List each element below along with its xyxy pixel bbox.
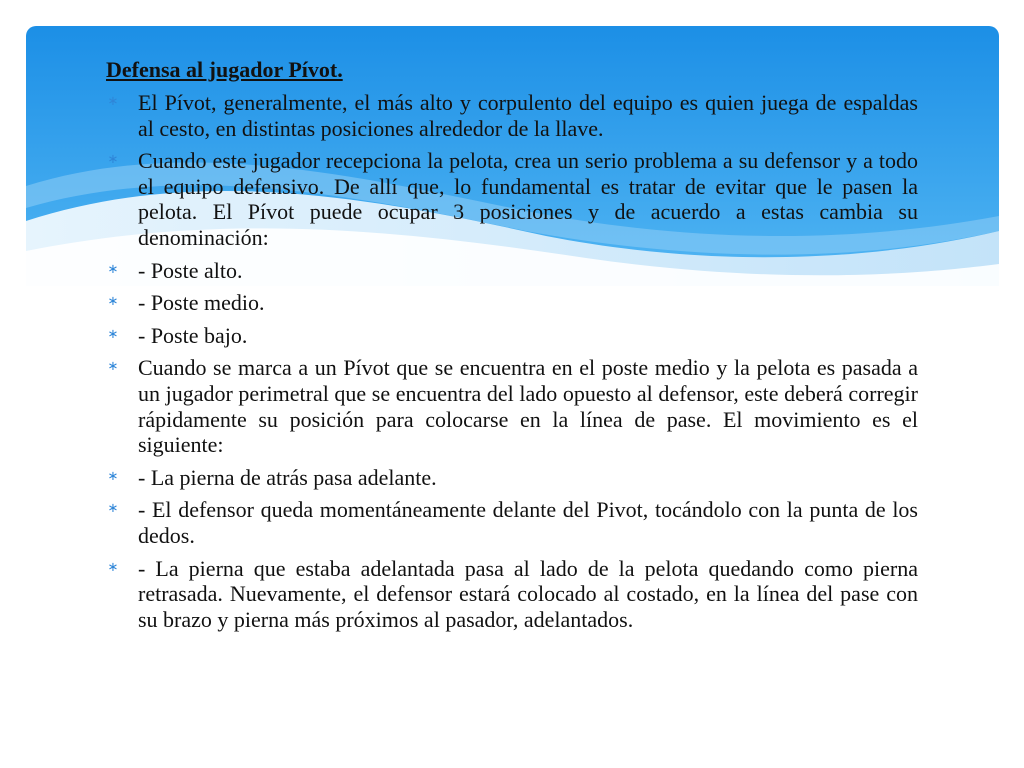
bullet-text: El Pívot, generalmente, el más alto y corpulento del equipo es quien juega de espaldas al cesto, en distintas posiciones alrededor de la llave. [138, 90, 918, 141]
asterisk-bullet-icon: ∗ [107, 359, 119, 375]
bullet-item [106, 355, 918, 457]
asterisk-bullet-icon: ∗ [107, 294, 119, 310]
bullet-item [106, 258, 918, 284]
bullet-text: - La pierna que estaba adelantada pasa al lado de la pelota quedando como pierna retrasada. Nuevamente, el defensor estará colocado al costado, en la línea del pase con su brazo y pierna más próximos al pasador, adelantados. [138, 555, 918, 632]
asterisk-bullet-icon: ∗ [107, 501, 119, 517]
slide-content [106, 57, 918, 639]
asterisk-bullet-icon: ∗ [107, 94, 119, 109]
bullet-text: Cuando este jugador recepciona la pelota, crea un serio problema a su defensor y a todo el equipo defensivo. De allí que, lo fundamental es tratar de evitar que le pasen la pelota. El Pívot puede ocupar 3 posiciones y de acuerdo a estas cambia su denominación: [138, 148, 918, 250]
slide-title: Defensa al jugador Pívot. [106, 57, 343, 82]
bullet-text: Cuando se marca a un Pívot que se encuentra en el poste medio y la pelota es pasada a un jugador perimetral que se encuentra del lado opuesto al defensor, este deberá corregir rápidamente su posición para colocarse en la línea de pase. El movimiento es el siguiente: [138, 355, 918, 458]
asterisk-bullet-icon: ∗ [107, 326, 119, 342]
bullet-text: - El defensor queda momentáneamente delante del Pivot, tocándolo con la punta de los dedos. [138, 497, 918, 548]
bullet-text: - Poste alto. [138, 257, 243, 283]
bullet-text: - Poste bajo. [138, 322, 248, 348]
asterisk-bullet-icon: ∗ [107, 261, 119, 277]
bullet-text: - La pierna de atrás pasa adelante. [138, 464, 437, 490]
bullet-item [106, 465, 918, 491]
bullet-item [106, 90, 918, 141]
bullet-item [106, 148, 918, 250]
bullet-item [106, 290, 918, 316]
asterisk-bullet-icon: ∗ [107, 559, 119, 575]
asterisk-bullet-icon: ∗ [107, 152, 119, 168]
bullet-text: - Poste medio. [138, 290, 265, 316]
bullet-list [106, 90, 918, 632]
bullet-item [106, 556, 918, 633]
asterisk-bullet-icon: ∗ [107, 468, 119, 484]
bullet-item [106, 497, 918, 548]
bullet-item [106, 323, 918, 349]
